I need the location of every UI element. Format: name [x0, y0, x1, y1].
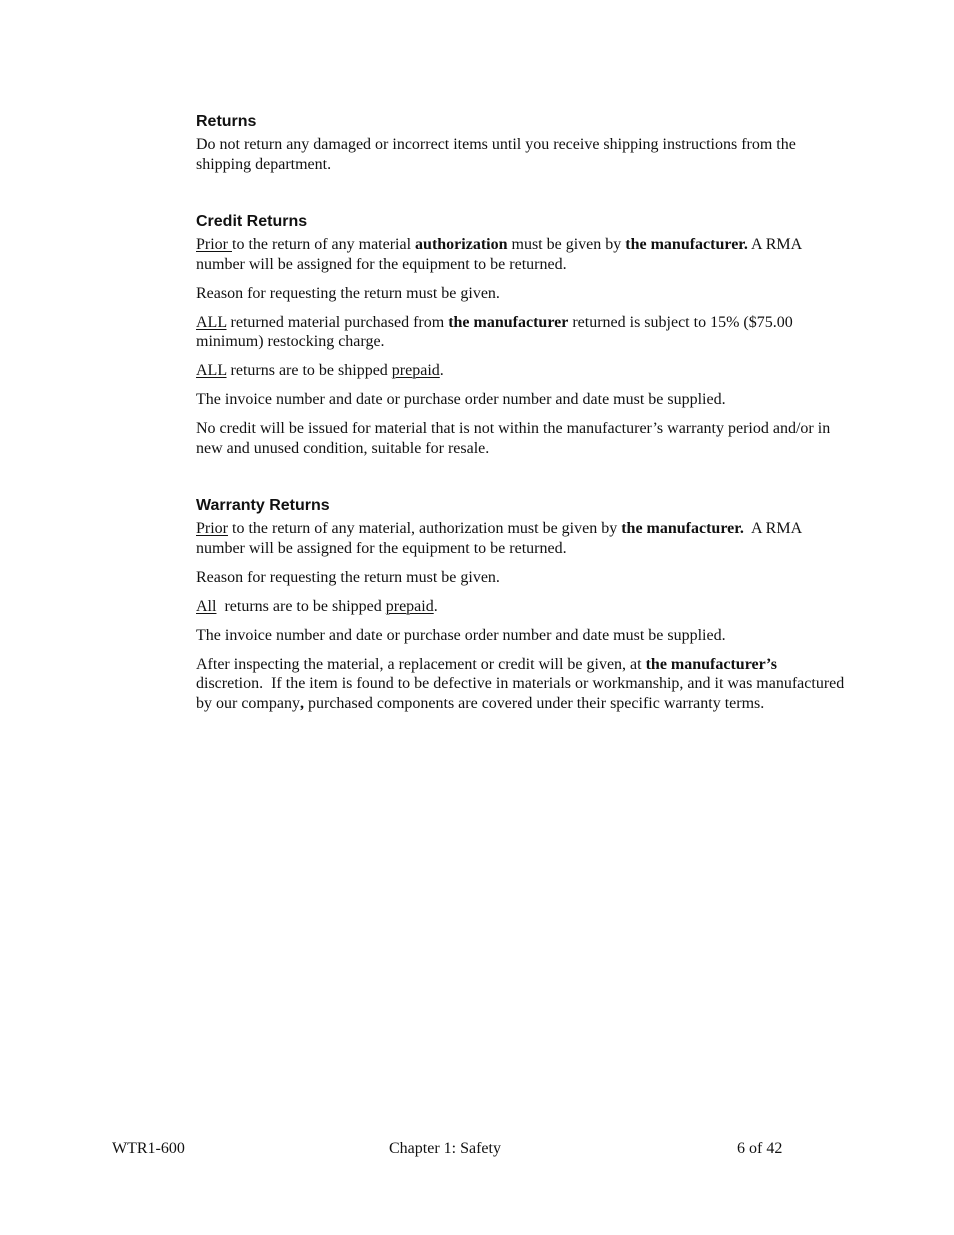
section-credit-returns [196, 212, 846, 458]
bold-text: the manufacturer. [625, 236, 748, 253]
bold-text: , [299, 694, 304, 712]
warranty-returns-paragraph-3 [196, 597, 846, 617]
warranty-returns-paragraph-2: Reason for requesting the return must be given. [196, 568, 500, 586]
bold-text: the manufacturer. [621, 520, 744, 537]
page-number: 6 of 42 [737, 1140, 783, 1157]
underlined-text: Prior [196, 236, 232, 253]
text-run: returns are to be shipped [226, 362, 392, 379]
returns-heading: Returns [196, 113, 257, 130]
underlined-text: prepaid [385, 597, 434, 615]
text-run: A RMA number will be assigned for the equipment to be returned. [196, 520, 806, 557]
underlined-text: All [196, 597, 217, 615]
text-run: to the return of any material, authorization must be given by [228, 520, 622, 537]
warranty-returns-paragraph-5 [196, 655, 849, 714]
text-run: returned material purchased from [226, 313, 449, 331]
text-run: . [439, 362, 444, 379]
credit-returns-paragraph-3 [196, 313, 846, 352]
text-run: returns are to be shipped [216, 597, 386, 615]
bold-text: authorization [415, 236, 508, 253]
text-run: discretion. If the item is found to be defective in materials or workmanship, and it was manufactured by our company [196, 655, 849, 712]
credit-returns-heading: Credit Returns [196, 213, 308, 230]
document-id: WTR1-600 [112, 1140, 185, 1157]
bold-text: the manufacturer’s [645, 655, 777, 673]
section-returns [196, 112, 846, 174]
text-run: After inspecting the material, a replacement or credit will be given, at [196, 655, 646, 673]
credit-returns-paragraph-6: No credit will be issued for material that is not within the manufacturer’s warranty period and/or in new and unused condition, suitable for resale. [196, 420, 831, 457]
underlined-text: Prior [196, 520, 228, 537]
warranty-returns-heading: Warranty Returns [196, 497, 330, 514]
credit-returns-paragraph-4 [196, 361, 846, 381]
text-run: to the return of any material [232, 236, 416, 253]
warranty-returns-paragraph-1 [196, 519, 846, 558]
text-run: A RMA number will be assigned for the equipment to be returned. [196, 236, 802, 273]
bold-text: the manufacturer [448, 313, 569, 331]
text-run: must be given by [507, 236, 626, 253]
text-run: . [433, 597, 438, 615]
text-run: purchased components are covered under their specific warranty terms. [303, 694, 765, 712]
page-body [196, 112, 849, 751]
underlined-text: ALL [196, 362, 227, 379]
warranty-returns-paragraph-4: The invoice number and date or purchase order number and date must be supplied. [196, 626, 726, 644]
chapter-title: Chapter 1: Safety [389, 1140, 501, 1157]
credit-returns-paragraph-2: Reason for requesting the return must be given. [196, 284, 500, 302]
text-run: returned is subject to 15% ($75.00 minimum) restocking charge. [196, 313, 793, 350]
underlined-text: ALL [196, 313, 227, 331]
section-warranty-returns [196, 496, 849, 713]
returns-paragraph: Do not return any damaged or incorrect items until you receive shipping instructions from the shipping department. [196, 136, 796, 173]
credit-returns-paragraph-1 [196, 235, 846, 274]
credit-returns-paragraph-5: The invoice number and date or purchase order number and date must be supplied. [196, 391, 726, 408]
underlined-text: prepaid [391, 362, 440, 379]
